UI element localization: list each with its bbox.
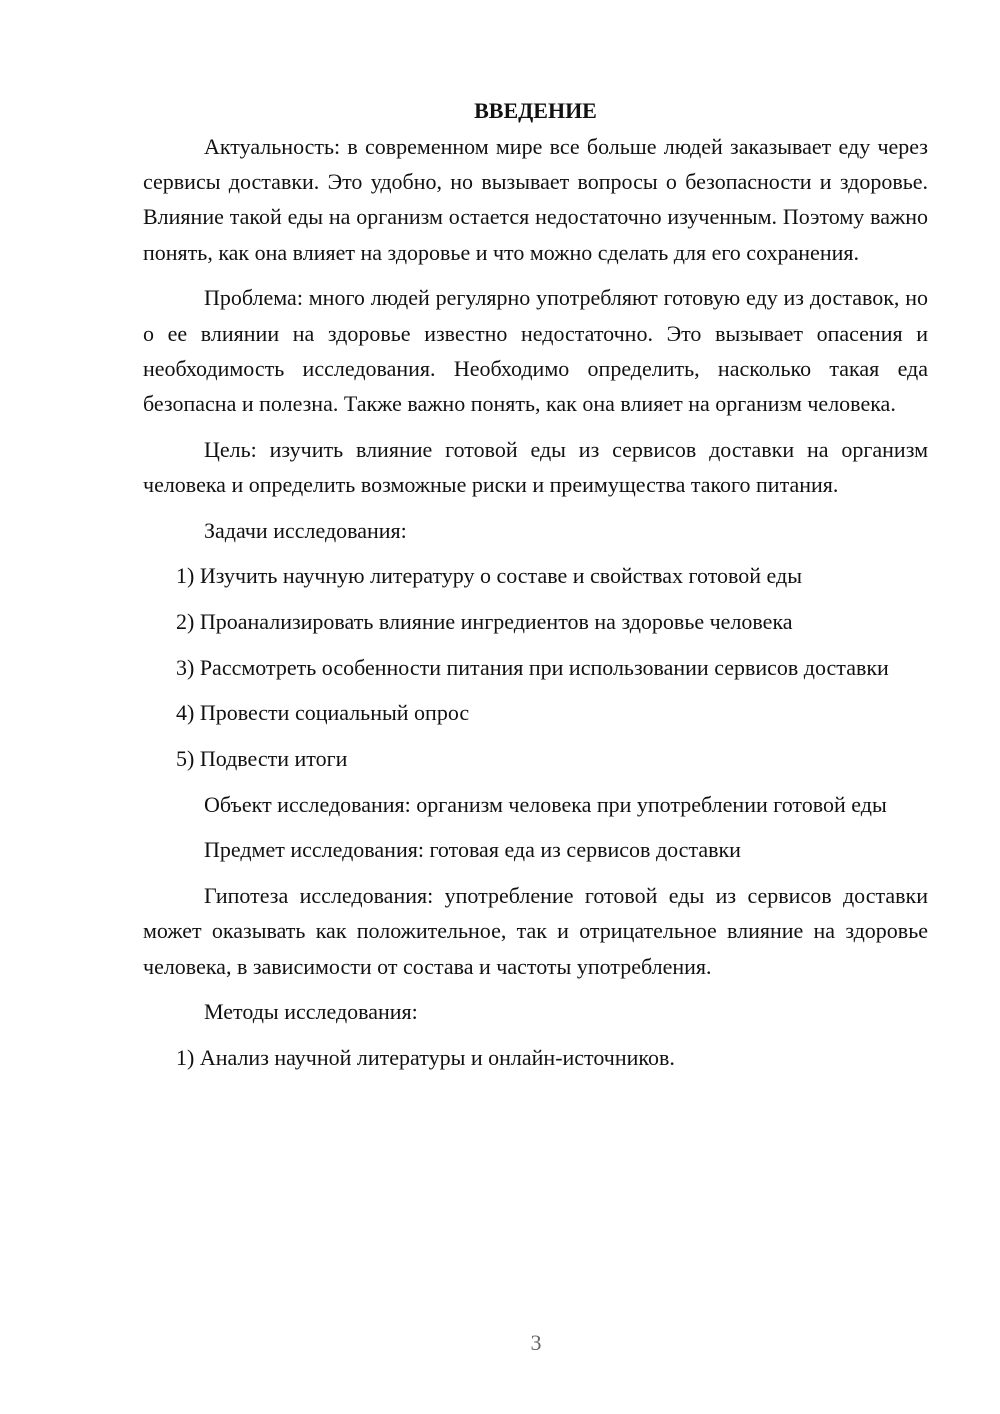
task-item: 2) Проанализировать влияние ингредиентов на здоровье человека [176, 608, 793, 634]
tasks-heading: Задачи исследования: [204, 517, 407, 543]
task-item: 1) Изучить научную литературу о составе и свойствах готовой еды [176, 563, 802, 589]
task-item: 3) Рассмотреть особенности питания при использовании сервисов доставки [176, 654, 889, 680]
document-page [143, 92, 928, 1075]
object-paragraph: Объект исследования: организм человека при употреблении готовой еды [204, 791, 887, 817]
problem-paragraph: Проблема: много людей регулярно употребляют готовую еду из доставок, но о ее влиянии на здоровье известно недостаточно. Это вызывает опасения и необходимость исследования. Необходимо определить, насколько такая еда безопасна и полезна. Также важно понять, как она влияет на организм человека. [143, 285, 928, 416]
task-item: 4) Провести социальный опрос [176, 700, 470, 726]
task-item: 5) Подвести итоги [176, 746, 348, 772]
methods-heading: Методы исследования: [204, 999, 418, 1025]
page-number: 3 [530, 1330, 542, 1355]
subject-paragraph: Предмет исследования: готовая еда из сервисов доставки [204, 837, 741, 863]
method-item: 1) Анализ научной литературы и онлайн-источников. [176, 1044, 675, 1070]
goal-paragraph: Цель: изучить влияние готовой еды из сервисов доставки на организм человека и определить возможные риски и преимущества такого питания. [143, 436, 928, 497]
section-title: ВВЕДЕНИЕ [474, 98, 597, 123]
relevance-paragraph: Актуальность: в современном мире все больше людей заказывает еду через сервисы доставки. Это удобно, но вызывает вопросы о безопасности и здоровье. Влияние такой еды на организм остается недостаточно изученным. Поэтому важно понять, как она влияет на здоровье и что можно сделать для его сохранения. [143, 134, 928, 265]
hypothesis-paragraph: Гипотеза исследования: употребление готовой еды из сервисов доставки может оказывать как положительное, так и отрицательное влияние на здоровье человека, в зависимости от состава и частоты употребления. [143, 883, 928, 979]
